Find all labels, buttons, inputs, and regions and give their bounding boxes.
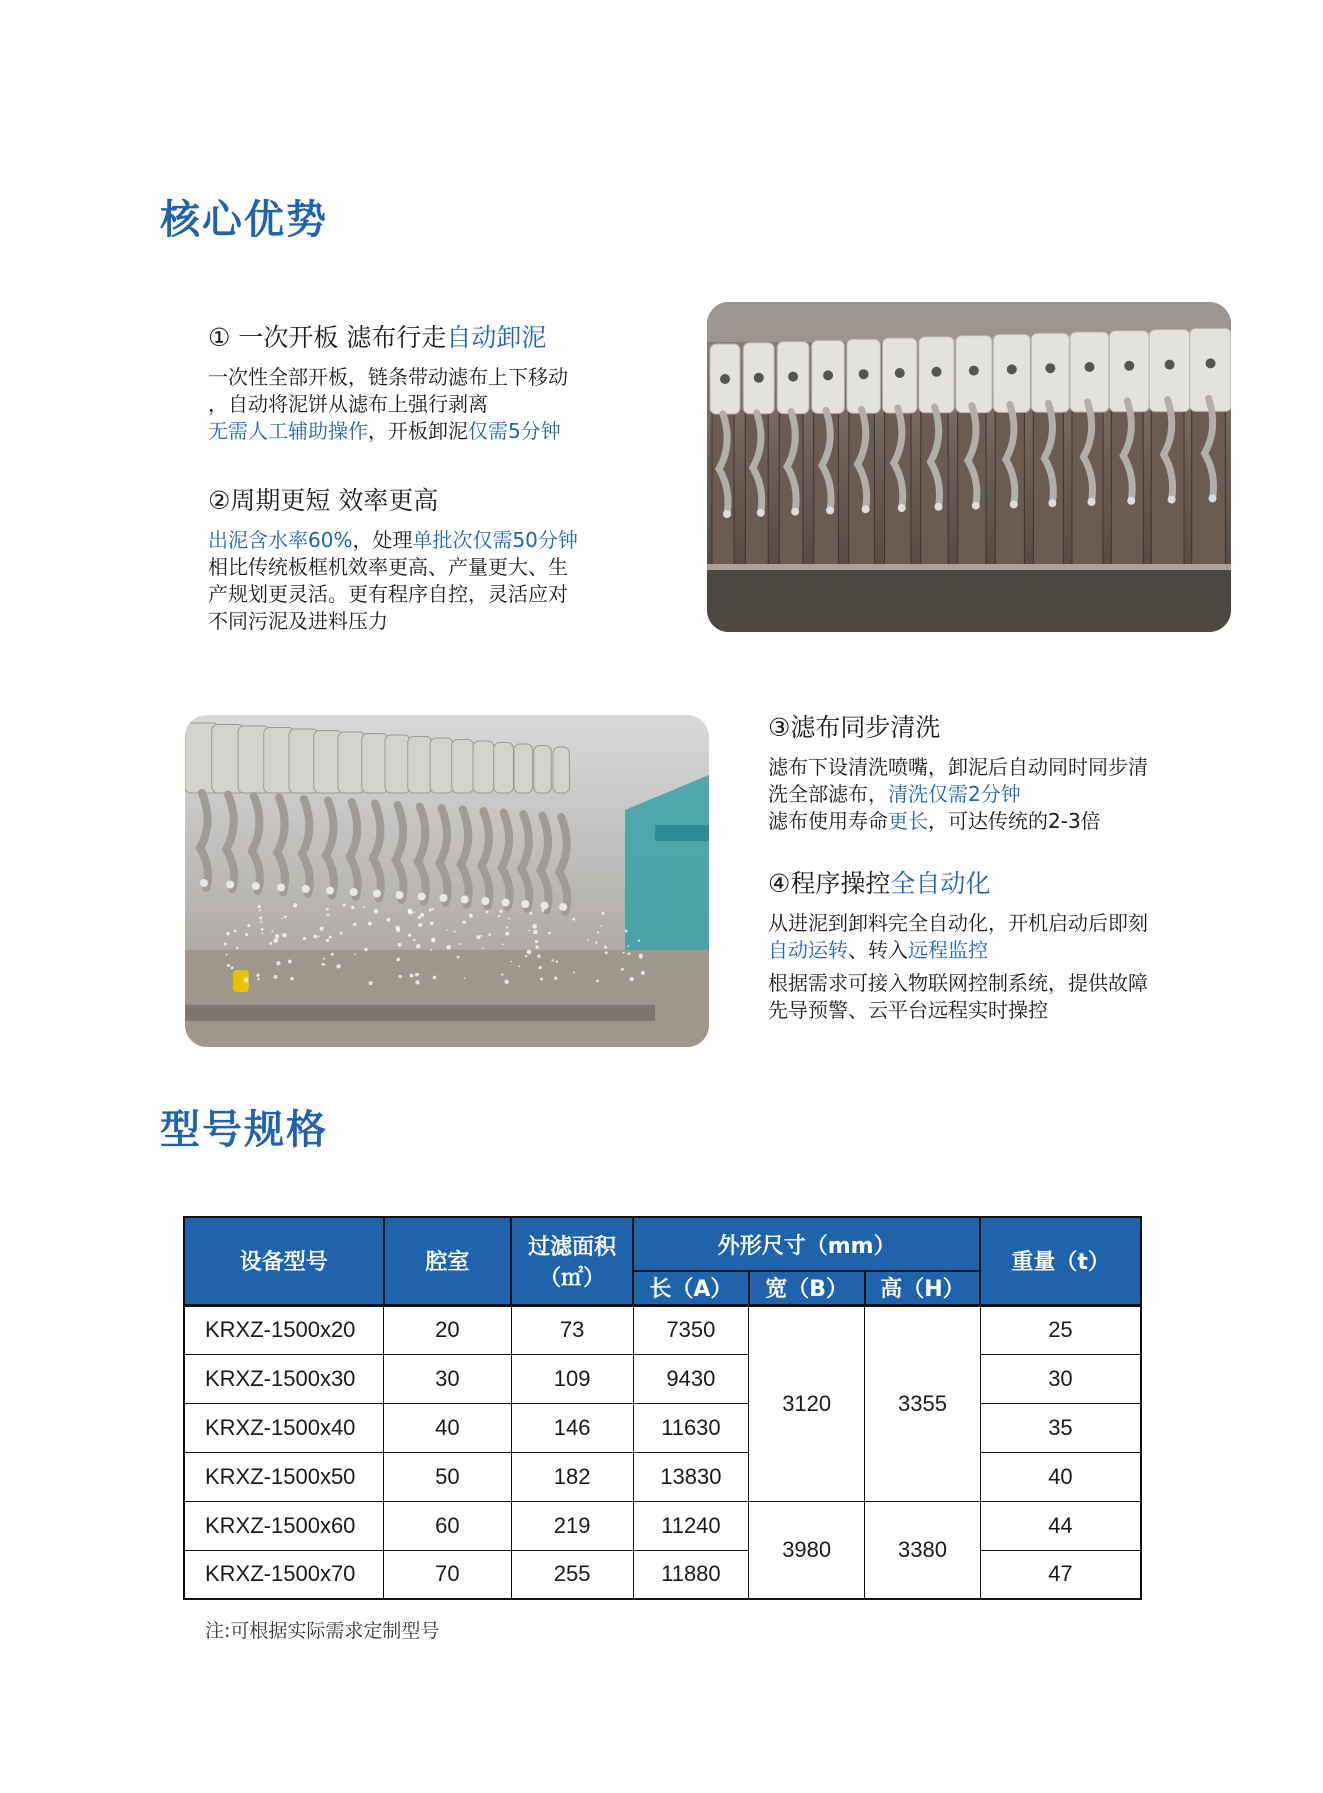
feature-full-automation — [768, 868, 1228, 1024]
feature-auto-unloading — [208, 322, 648, 445]
cell-weight: 44 — [980, 1501, 1141, 1550]
cell-weight: 47 — [980, 1550, 1141, 1599]
cell-width-group2: 3980 — [749, 1501, 865, 1599]
table-note: 注:可根据实际需求定制型号 — [205, 1620, 440, 1642]
plain-text: 洗全部滤布， — [768, 782, 888, 806]
cell-model: KRXZ-1500x20 — [184, 1305, 384, 1354]
feature-heading: ②周期更短 效率更高 — [208, 486, 439, 515]
highlight-text: 更长 — [888, 809, 928, 833]
feature-heading: ③滤布同步清洗 — [768, 713, 941, 742]
section-title-model-specs: 型号规格 — [160, 1107, 328, 1153]
cell-model: KRXZ-1500x30 — [184, 1354, 384, 1403]
cell-area: 182 — [511, 1452, 633, 1501]
cell-area: 219 — [511, 1501, 633, 1550]
heading-text: ① 一次开板 滤布行走 — [208, 323, 447, 352]
heading-text: ④程序操控 — [768, 869, 891, 898]
cell-height-group2: 3380 — [865, 1501, 981, 1599]
table-row — [184, 1452, 1141, 1501]
highlight-text: 出泥含水率60% — [208, 528, 353, 552]
cell-model: KRXZ-1500x60 — [184, 1501, 384, 1550]
feature-line: 产规划更灵活。更有程序自控，灵活应对 — [208, 582, 568, 606]
feature-heading — [768, 868, 1228, 900]
cell-chamber: 50 — [384, 1452, 512, 1501]
cell-length: 11630 — [633, 1403, 749, 1452]
plain-text: ，可达传统的2-3倍 — [928, 809, 1101, 833]
table-row — [184, 1354, 1141, 1403]
cell-weight: 40 — [980, 1452, 1141, 1501]
plain-text: ，处理 — [352, 528, 413, 552]
cell-length: 9430 — [633, 1354, 749, 1403]
cell-weight: 25 — [980, 1305, 1141, 1354]
highlight-text: 自动运转 — [768, 938, 848, 962]
highlight-text: 仅需5分钟 — [468, 419, 561, 443]
header-length: 长（A） — [633, 1271, 749, 1305]
feature-line: 一次性全部开板，链条带动滤布上下移动 — [208, 365, 568, 389]
cloth-washing-photo — [185, 715, 709, 1047]
cell-length: 7350 — [633, 1305, 749, 1354]
cell-area: 146 — [511, 1403, 633, 1452]
spec-table — [183, 1216, 1142, 1600]
cell-width-group1: 3120 — [749, 1305, 865, 1501]
feature-line: 滤布下设清洗喷嘴，卸泥后自动同时同步清 — [768, 755, 1148, 779]
cell-chamber: 30 — [384, 1354, 512, 1403]
cell-area: 109 — [511, 1354, 633, 1403]
feature-line: 从进泥到卸料完全自动化，开机启动后即刻 — [768, 911, 1148, 935]
feature-cloth-washing — [768, 712, 1228, 835]
feature-line: 先导预警、云平台远程实时操控 — [768, 998, 1048, 1022]
feature-line — [768, 937, 1228, 964]
table-row — [184, 1550, 1141, 1599]
feature-short-cycle — [208, 485, 648, 635]
header-model: 设备型号 — [184, 1217, 384, 1305]
heading-highlight: 全自动化 — [890, 869, 991, 898]
feature-line — [208, 418, 648, 445]
feature-line — [768, 808, 1228, 835]
cell-chamber: 20 — [384, 1305, 512, 1354]
header-weight: 重量（t） — [980, 1217, 1141, 1305]
section-title-core-advantages: 核心优势 — [160, 197, 328, 243]
feature-heading — [208, 322, 648, 354]
cell-length: 11240 — [633, 1501, 749, 1550]
table-row — [184, 1305, 1141, 1354]
plain-text: ，开板卸泥 — [368, 419, 468, 443]
cell-chamber: 70 — [384, 1550, 512, 1599]
highlight-text: 清洗仅需2分钟 — [888, 782, 1021, 806]
feature-line: 相比传统板框机效率更高、产量更大、生 — [208, 555, 568, 579]
highlight-text: 单批次仅需50分钟 — [412, 528, 578, 552]
plain-text: 、转入 — [848, 938, 908, 962]
cell-model: KRXZ-1500x50 — [184, 1452, 384, 1501]
cell-length: 13830 — [633, 1452, 749, 1501]
header-area-line1: 过滤面积 — [528, 1234, 617, 1260]
cell-weight: 30 — [980, 1354, 1141, 1403]
table-row — [184, 1501, 1141, 1550]
cell-model: KRXZ-1500x70 — [184, 1550, 384, 1599]
feature-line: 不同污泥及进料压力 — [208, 609, 388, 633]
feature-line — [208, 527, 648, 554]
cell-weight: 35 — [980, 1403, 1141, 1452]
feature-line: 根据需求可接入物联网控制系统，提供故障 — [768, 971, 1148, 995]
feature-line: ，自动将泥饼从滤布上强行剥离 — [208, 392, 488, 416]
highlight-text: 无需人工辅助操作 — [208, 419, 368, 443]
header-area-line2: （㎡） — [539, 1265, 606, 1291]
cell-area: 73 — [511, 1305, 633, 1354]
header-dimensions: 外形尺寸（mm） — [633, 1217, 980, 1271]
feature-line — [768, 781, 1228, 808]
plain-text: 滤布使用寿命 — [768, 809, 888, 833]
heading-highlight: 自动卸泥 — [446, 323, 547, 352]
header-filter-area — [511, 1217, 633, 1305]
table-row — [184, 1403, 1141, 1452]
highlight-text: 远程监控 — [908, 938, 988, 962]
cell-height-group1: 3355 — [865, 1305, 981, 1501]
header-width: 宽（B） — [749, 1271, 865, 1305]
cell-model: KRXZ-1500x40 — [184, 1403, 384, 1452]
cell-chamber: 40 — [384, 1403, 512, 1452]
header-chamber: 腔室 — [384, 1217, 512, 1305]
table-header-row — [184, 1217, 1141, 1271]
filter-press-photo — [707, 302, 1231, 632]
header-height: 高（H） — [865, 1271, 981, 1305]
cell-chamber: 60 — [384, 1501, 512, 1550]
cell-area: 255 — [511, 1550, 633, 1599]
cell-length: 11880 — [633, 1550, 749, 1599]
